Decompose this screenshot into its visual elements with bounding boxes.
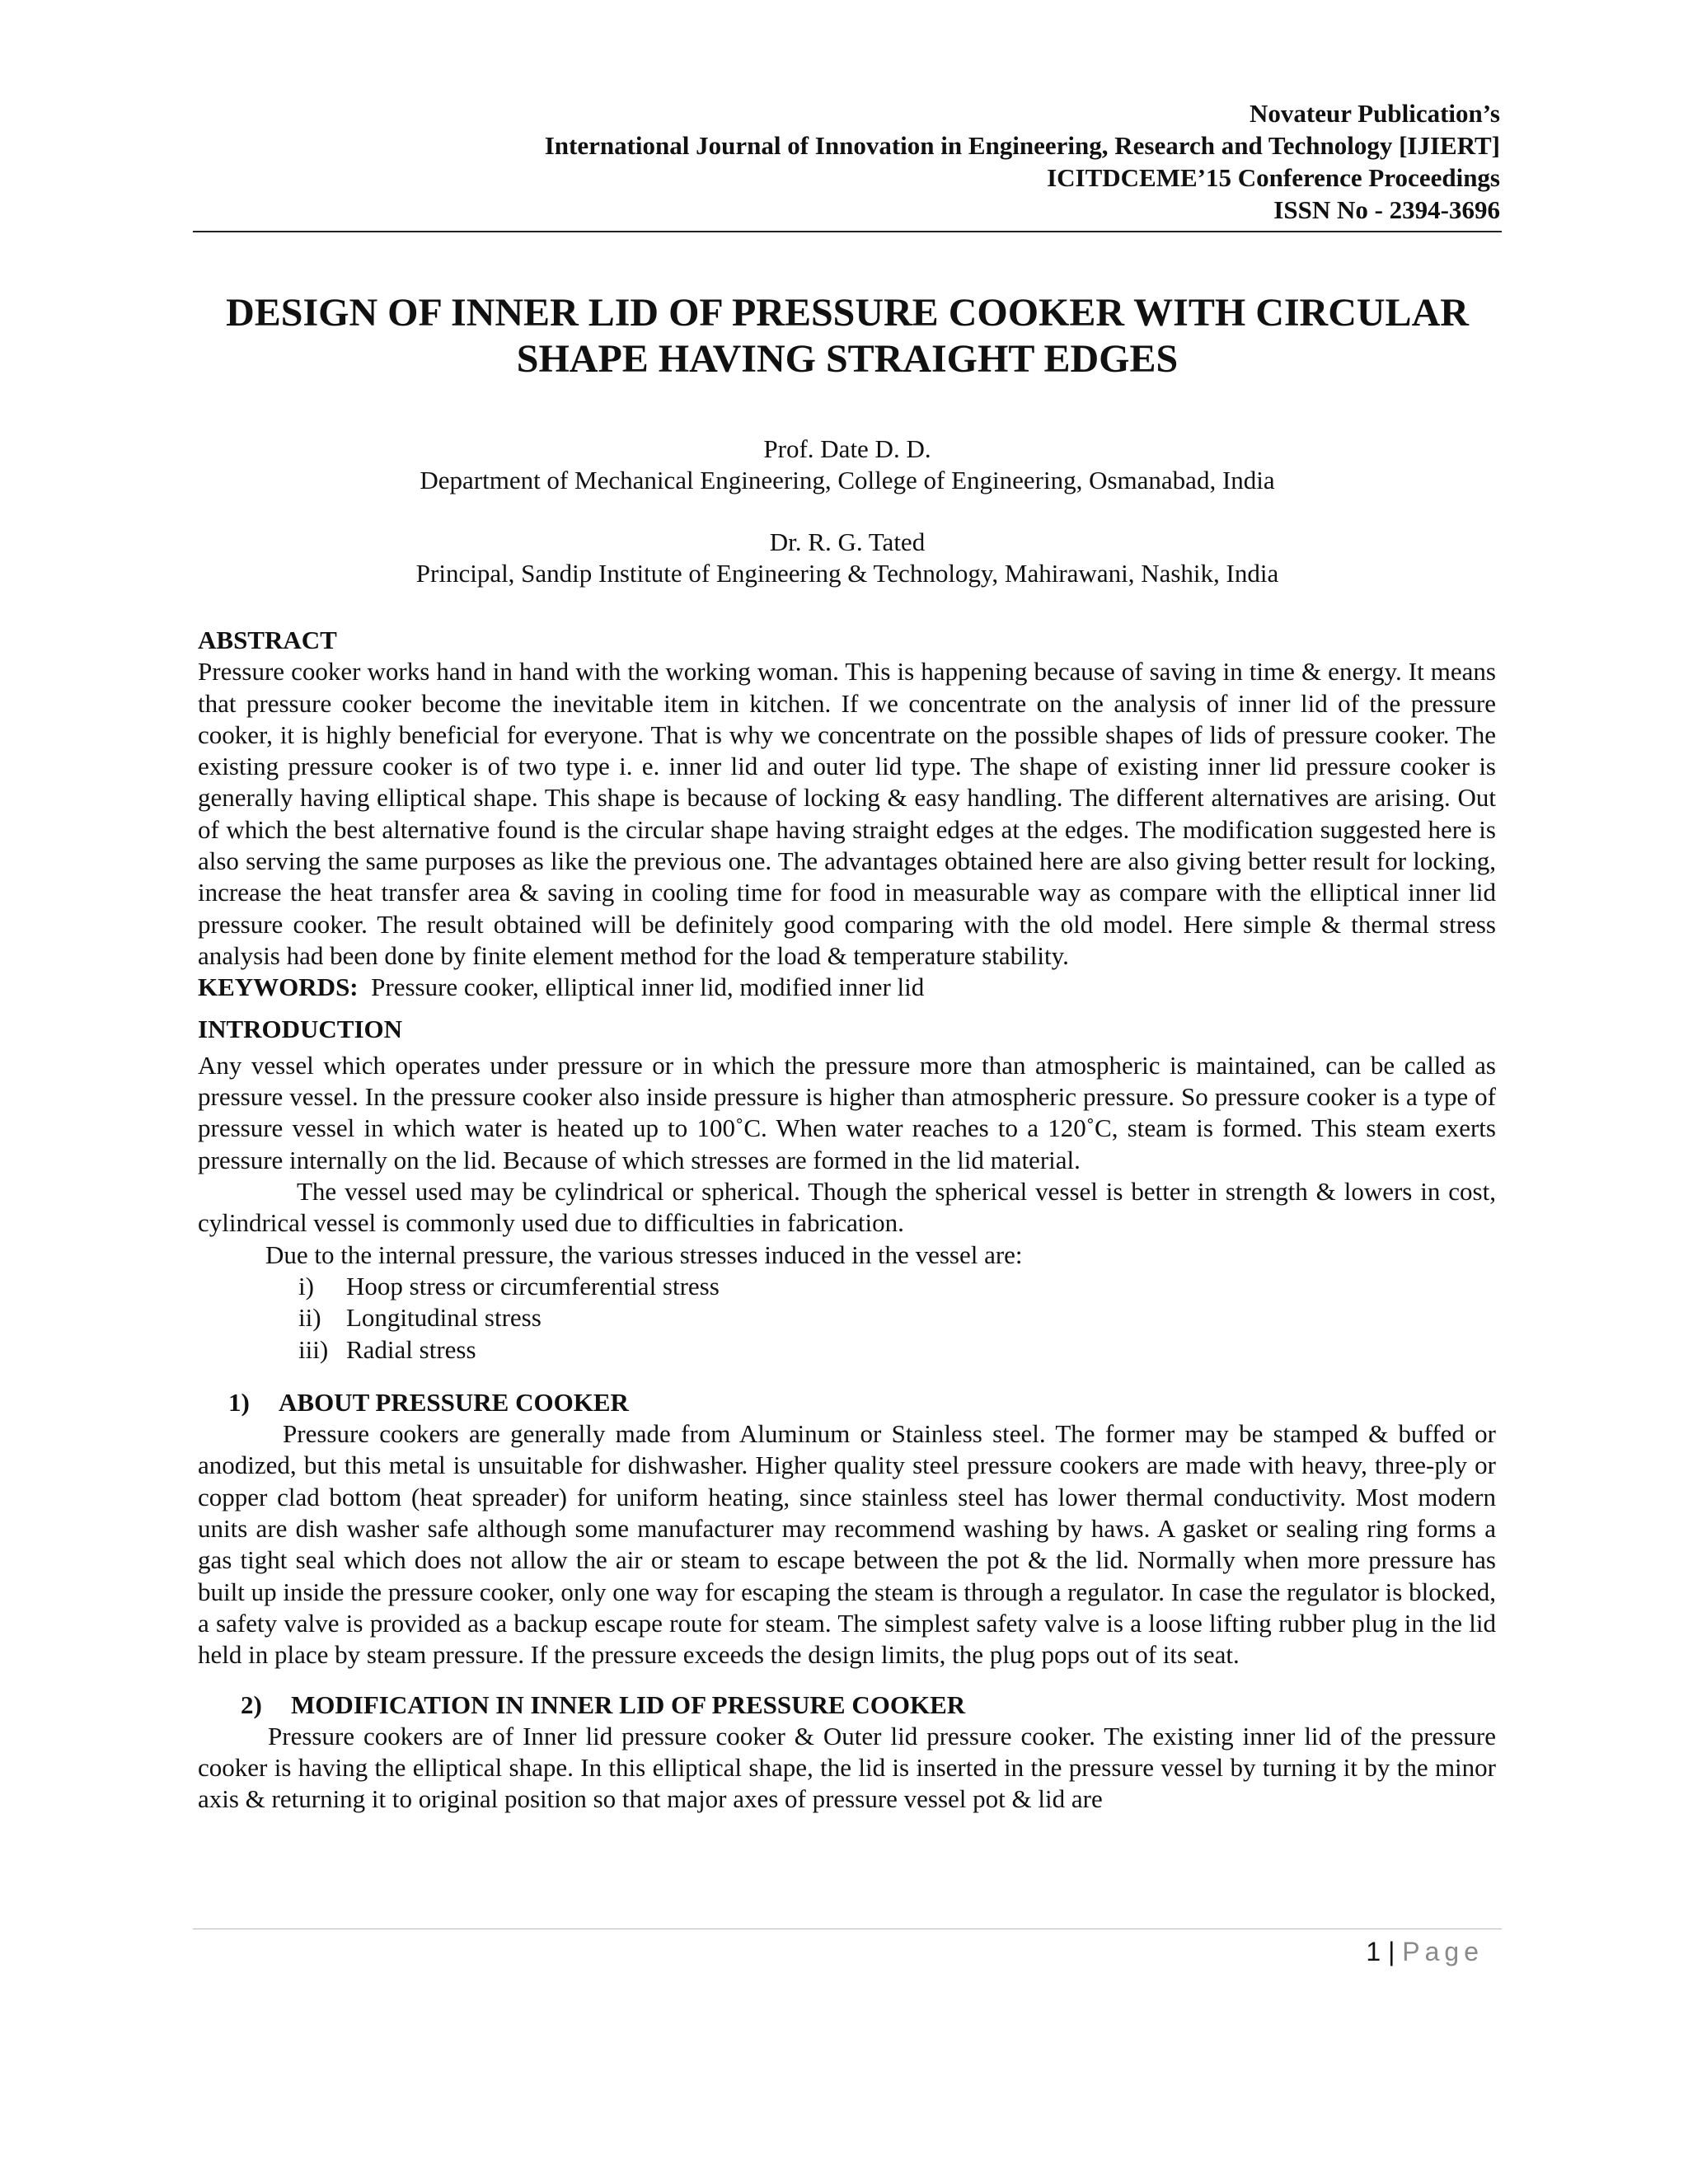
list-item: ii) Longitudinal stress — [298, 1303, 542, 1333]
journal-name: International Journal of Innovation in Engineering, Research and Technology [IJIERT] — [544, 131, 1500, 160]
list-item: i) Hoop stress or circumferential stress — [298, 1271, 720, 1301]
issn: ISSN No - 2394-3696 — [1273, 195, 1500, 224]
section-heading: 2) MODIFICATION IN INNER LID OF PRESSURE COOKER — [241, 1690, 966, 1719]
section-paragraph: Pressure cookers are generally made from Aluminum or Stainless steel. The former may be stamped & buffed or anodized, but this metal is unsuitable for dishwasher. Higher quality steel pressure cookers are made with heavy, three-ply or copper clad bottom (heat spreader) for uniform heating, since stainless steel has lower thermal conductivity. Most modern units are dish washer safe although some manufacturer may recommend washing by haws. A gasket or sealing ring forms a gas tight seal which does not allow the air or steam to escape between the pot & the lid. Normally when more pressure has built up inside the pressure cooker, only one way for escaping the steam is through a regulator. In case the regulator is blocked, a safety valve is provided as a backup escape route for steam. The simplest safety valve is a loose lifting rubber plug in the lid held in place by steam pressure. If the pressure exceeds the design limits, the plug pops out of its seat. — [198, 1419, 1496, 1670]
footer-separator: | — [1388, 1937, 1395, 1966]
section-heading: 1) ABOUT PRESSURE COOKER — [228, 1387, 629, 1417]
keywords-line — [198, 972, 1496, 1003]
introduction-heading: INTRODUCTION — [198, 1014, 403, 1043]
title-line: SHAPE HAVING STRAIGHT EDGES — [516, 337, 1179, 381]
introduction-paragraph: Any vessel which operates under pressure or in which the pressure more than atmospheric is maintained, can be called as pressure vessel. In the pressure cooker also inside pressure is higher than atmospheric pressure. So pressure cooker is a type of pressure vessel in which water is heated up to 100˚C. When water reaches to a 120˚C, steam is formed. This steam exerts pressure internally on the lid. Because of which stresses are formed in the lid material. — [198, 1050, 1496, 1174]
paper-title — [195, 290, 1500, 382]
publisher-name: Novateur Publication’s — [1250, 99, 1500, 128]
page-label: Page — [1402, 1937, 1484, 1966]
author-block — [195, 434, 1500, 589]
list-item: iii) Radial stress — [298, 1334, 476, 1364]
author-name: Prof. Date D. D. — [763, 434, 931, 463]
abstract-heading: ABSTRACT — [198, 626, 337, 654]
introduction-paragraph: Due to the internal pressure, the various stresses induced in the vessel are: — [265, 1240, 1023, 1269]
keywords-label: KEYWORDS: — [198, 972, 359, 1002]
conference-name: ICITDCEME’15 Conference Proceedings — [1047, 163, 1500, 192]
page-number: 1 — [1366, 1937, 1381, 1966]
stress-list — [198, 1271, 1496, 1366]
journal-header — [195, 97, 1500, 226]
introduction-paragraph: The vessel used may be cylindrical or spherical. Though the spherical vessel is better in strength & lowers in cost, cylindrical vessel is commonly used due to difficulties in fabrication. — [198, 1177, 1496, 1238]
author-affiliation: Principal, Sandip Institute of Engineering & Technology, Mahirawani, Nashik, India — [415, 559, 1279, 588]
author-name: Dr. R. G. Tated — [769, 527, 926, 556]
page-footer — [1236, 1935, 1484, 1968]
header-divider — [193, 231, 1502, 232]
keywords-text: Pressure cooker, elliptical inner lid, modified inner lid — [371, 972, 925, 1002]
title-line: DESIGN OF INNER LID OF PRESSURE COOKER WITH CIRCULAR — [226, 291, 1469, 335]
section-paragraph: Pressure cookers are of Inner lid pressure cooker & Outer lid pressure cooker. The existing inner lid of the pressure cooker is having the elliptical shape. In this elliptical shape, the lid is inserted in the pressure vessel by turning it by the minor axis & returning it to original position so that major axes of pressure vessel pot & lid are — [198, 1721, 1496, 1814]
author-affiliation: Department of Mechanical Engineering, College of Engineering, Osmanabad, India — [420, 466, 1275, 494]
abstract-text: Pressure cooker works hand in hand with the working woman. This is happening because of saving in time & energy. It means that pressure cooker become the inevitable item in kitchen. If we concentrate on the analysis of inner lid of the pressure cooker, it is highly beneficial for everyone. That is why we concentrate on the possible shapes of lids of pressure cooker. The existing pressure cooker is of two type i. e. inner lid and outer lid type. The shape of existing inner lid pressure cooker is generally having elliptical shape. This shape is because of locking & easy handling. The different alternatives are arising. Out of which the best alternative found is the circular shape having straight edges at the edges. The modification suggested here is also serving the same purposes as like the previous one. The advantages obtained here are also giving better result for locking, increase the heat transfer area & saving in cooling time for food in measurable way as compare with the elliptical inner lid pressure cooker. The result obtained will be definitely good comparing with the old model. Here simple & thermal stress analysis had been done by finite element method for the load & temperature stability. — [198, 657, 1496, 970]
paper-body — [198, 625, 1496, 1816]
